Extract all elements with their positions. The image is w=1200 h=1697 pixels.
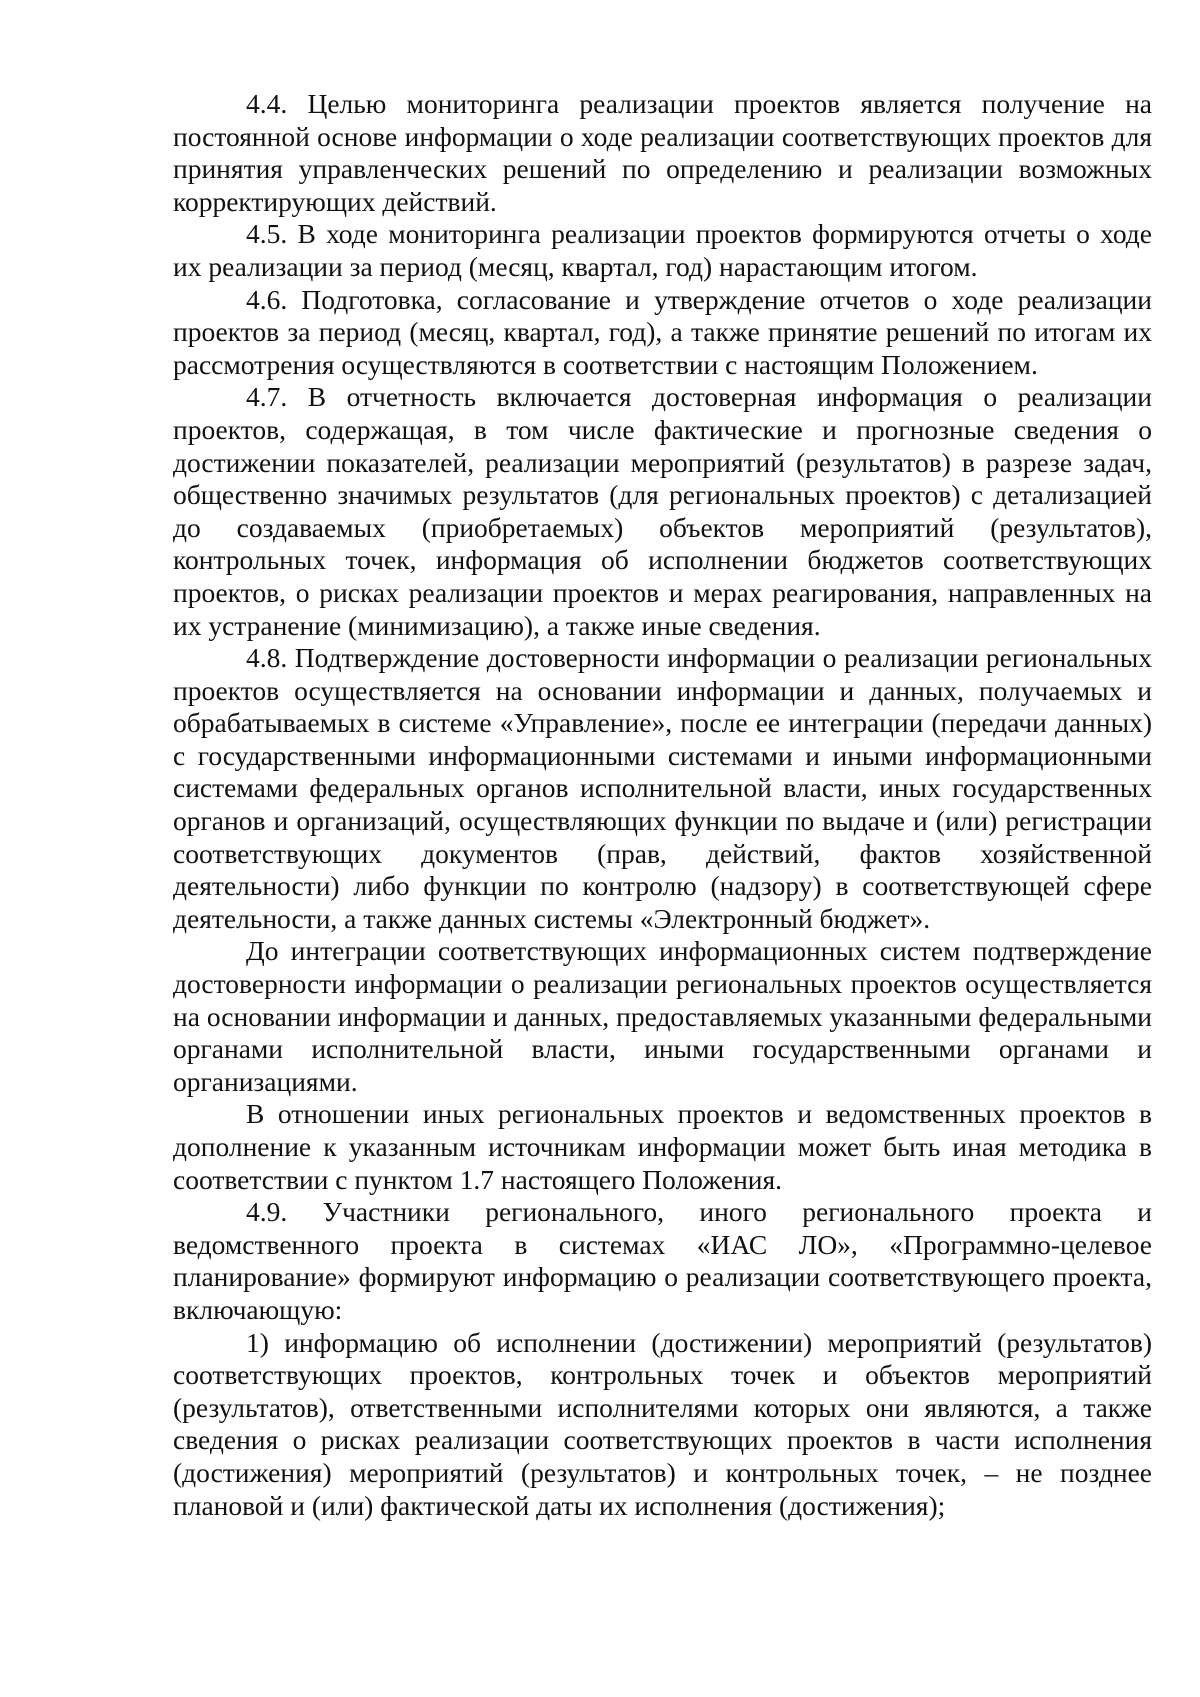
paragraph-4-9: 4.9. Участники регионального, иного регионального проекта и ведомственного проекта в системах «ИАС ЛО», «Программно-целевое планирование» формируют информацию о реализации соответствующего проекта, включающую: bbox=[173, 1196, 1152, 1325]
paragraph-integration: До интеграции соответствующих информационных систем подтверждение достоверности информации о реализации региональных проектов осуществляется на основании информации и данных, предоставляемых указанными федеральными органами исполнительной власти, иными государственными органами и организациями. bbox=[173, 935, 1152, 1097]
paragraph-4-5: 4.5. В ходе мониторинга реализации проектов формируются отчеты о ходе их реализации за период (месяц, квартал, год) нарастающим итогом. bbox=[173, 218, 1152, 282]
paragraph-other-projects: В отношении иных региональных проектов и ведомственных проектов в дополнение к указанным источникам информации может быть иная методика в соответствии с пунктом 1.7 настоящего Положения. bbox=[173, 1098, 1152, 1195]
paragraph-4-4: 4.4. Целью мониторинга реализации проектов является получение на постоянной основе информации о ходе реализации соответствующих проектов для принятия управленческих решений по определению и реализации возможных корректирующих действий. bbox=[173, 88, 1152, 217]
paragraph-4-8: 4.8. Подтверждение достоверности информации о реализации региональных проектов осуществляется на основании информации и данных, получаемых и обрабатываемых в системе «Управление», после ее интеграции (передачи данных) с государственными информационными системами и иными информационными системами федеральных органов исполнительной власти, иных государственных органов и организаций, осуществляющих функции по выдаче и (или) регистрации соответствующих документов (прав, действий, фактов хозяйственной деятельности) либо функции по контролю (надзору) в соответствующей сфере деятельности, а также данных системы «Электронный бюджет». bbox=[173, 642, 1152, 934]
paragraph-4-7: 4.7. В отчетность включается достоверная информация о реализации проектов, содержащая, в том числе фактические и прогнозные сведения о достижении показателей, реализации мероприятий (результатов) в разрезе задач, общественно значимых результатов (для региональных проектов) с детализацией до создаваемых (приобретаемых) объектов мероприятий (результатов), контрольных точек, информация об исполнении бюджетов соответствующих проектов, о рисках реализации проектов и мерах реагирования, направленных на их устранение (минимизацию), а также иные сведения. bbox=[173, 381, 1152, 641]
list-item-1: 1) информацию об исполнении (достижении) мероприятий (результатов) соответствующих проектов, контрольных точек и объектов мероприятий (результатов), ответственными исполнителями которых они являются, а также сведения о рисках реализации соответствующих проектов в части исполнения (достижения) мероприятий (результатов) и контрольных точек, – не позднее плановой и (или) фактической даты их исполнения (достижения); bbox=[173, 1326, 1152, 1521]
document-page bbox=[173, 88, 1152, 1522]
paragraph-4-6: 4.6. Подготовка, согласование и утверждение отчетов о ходе реализации проектов за период (месяц, квартал, год), а также принятие решений по итогам их рассмотрения осуществляются в соответствии с настоящим Положением. bbox=[173, 283, 1152, 380]
